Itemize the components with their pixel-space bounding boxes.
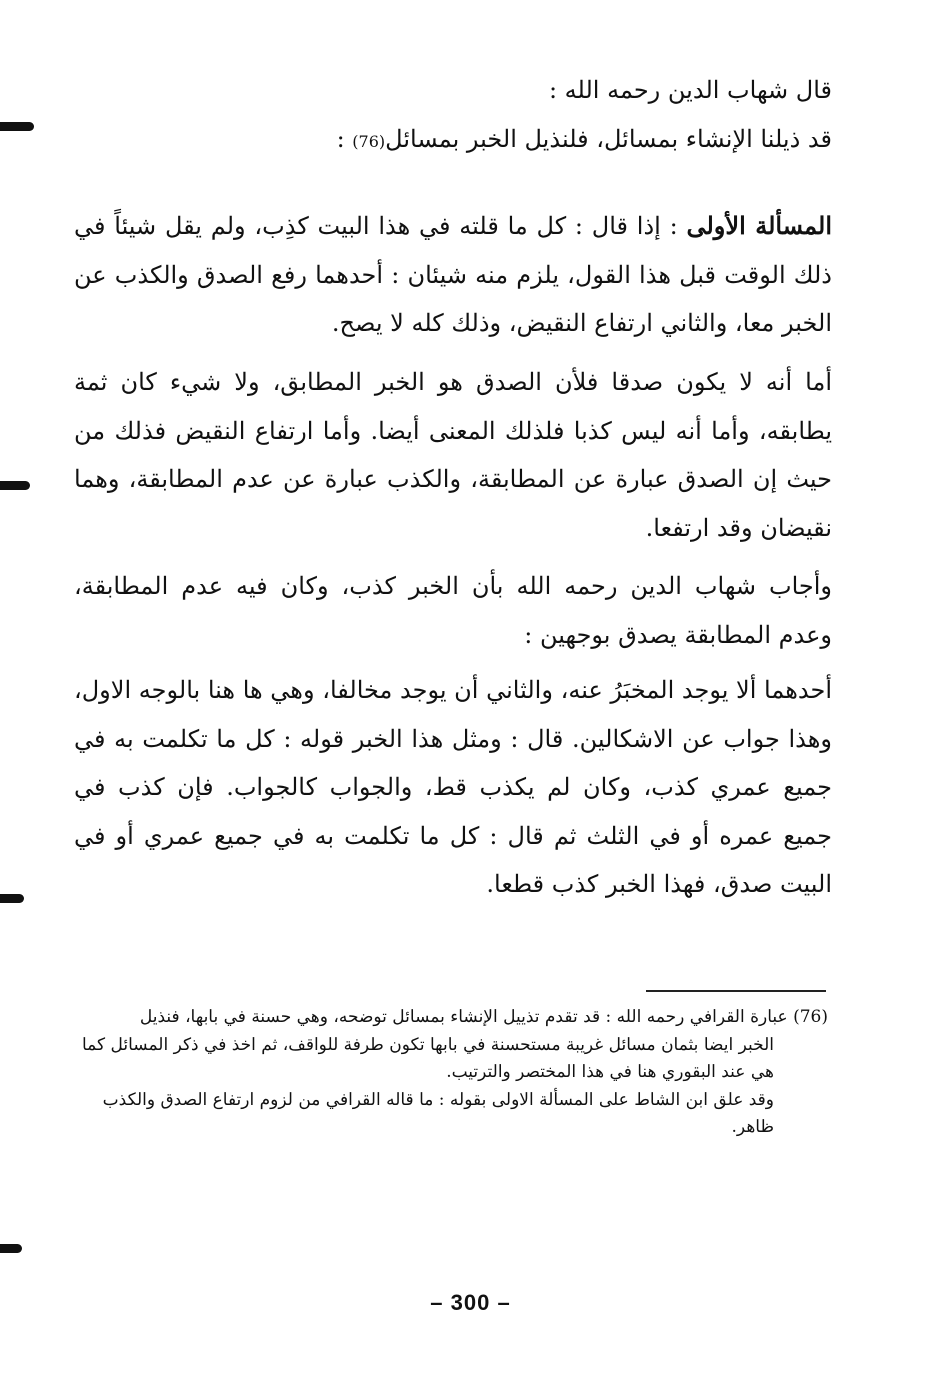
binding-mark: [0, 122, 34, 131]
binding-mark: [0, 481, 30, 490]
paragraph-two-aspects-text: أحدهما ألا يوجد المخبَرُ عنه، والثاني أن يوجد مخالفا، وهي ها هنا بالوجه الاول، وهذا جواب عن الاشكالين. قال : ومثل هذا الخبر قوله : كل ما تكلمت به في جميع عمري كذب، وكان لم يكذب قط، والجواب كالجواب. فإن كذب في جميع عمره أو في الثلث ثم قال : كل ما تكلمت به في جميع عمري أو في البيت صدق، فهذا الخبر كذب قطعا.: [74, 676, 832, 898]
footnote-76-line-1: [74, 1004, 828, 1032]
footnote-separator: [646, 990, 826, 992]
footnote-76-line-5: ظاهر.: [731, 1117, 774, 1137]
footnote-number: (76): [793, 1007, 828, 1027]
footnote-text: عبارة القرافي رحمه الله : قد تقدم تذييل الإنشاء بمسائل توضحه، وهي حسنة في بابها، فنذيل: [139, 1007, 794, 1027]
paragraph-issue-one: [74, 202, 832, 348]
binding-mark: [0, 894, 24, 903]
footnote-reference[interactable]: (76): [352, 131, 386, 151]
intro-block: [74, 66, 832, 166]
issue-one-body: : إذا قال : كل ما قلته في هذا البيت كذِب، ولم يقل شيئاً في ذلك الوقت قبل هذا القول، يلزم منه شيئان : أحدهما رفع الصدق والكذب عن الخبر معا، والثاني ارتفاع النقيض، وذلك كله لا يصح.: [74, 212, 832, 337]
paragraph-explanation: [74, 358, 832, 552]
footnotes: [74, 1004, 828, 1142]
intro-line-2-colon: :: [336, 124, 353, 153]
footnote-76-line-2: الخبر ايضا بثمان مسائل غريبة مستحسنة في بابها تكون طرفة للواقف، ثم اخذ في ذكر المسائل كما: [81, 1034, 774, 1055]
paragraph-explanation-text: أما أنه لا يكون صدقا فلأن الصدق هو الخبر المطابق، ولا شيء كان ثمة يطابقه، وأما أنه ليس كذبا فلذلك المعنى أيضا. وأما ارتفاع النقيض فذلك من حيث إن الصدق عبارة عن المطابقة، والكذب عبارة عن عدم المطابقة، وهما نقيضان وقد ارتفعا.: [74, 368, 832, 542]
paragraph-two-aspects: [74, 666, 832, 909]
binding-mark: [0, 1244, 22, 1253]
paragraph-answer-text: وأجاب شهاب الدين رحمه الله بأن الخبر كذب، وكان فيه عدم المطابقة، وعدم المطابقة يصدق بوجهين :: [74, 572, 832, 649]
intro-line-2-text: قد ذيلنا الإنشاء بمسائل، فلنذيل الخبر بمسائل: [385, 124, 832, 153]
footnote-76-line-3: هي عند البقوري هنا في هذا المختصر والترتيب.: [446, 1062, 774, 1082]
paragraph-answer: [74, 562, 832, 659]
paragraph-issue-one-text: [74, 202, 832, 348]
intro-line-2: [74, 115, 832, 167]
intro-line-1: قال شهاب الدين رحمه الله :: [548, 76, 832, 104]
page-number: – 300 –: [430, 1290, 511, 1315]
issue-heading: المسألة الأولى: [686, 211, 832, 240]
footnote-76-line-4: وقد علق ابن الشاط على المسألة الاولى بقوله : ما قاله القرافي من لزوم ارتفاع الصدق والكذب: [102, 1089, 774, 1110]
